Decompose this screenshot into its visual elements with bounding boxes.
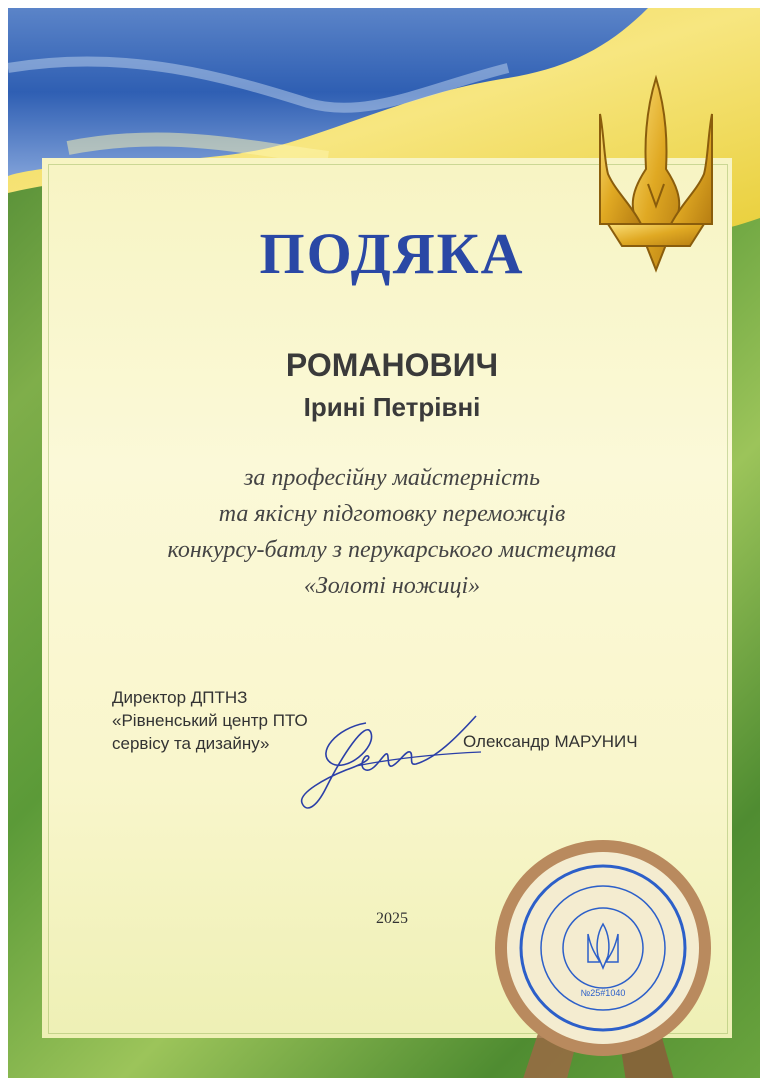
award-reason — [68, 460, 716, 604]
signatory-name: Олександр МАРУНИЧ — [463, 732, 638, 751]
recipient-name: Ірині Петрівні — [303, 392, 481, 422]
position-line: Директор ДПТНЗ — [112, 688, 248, 707]
certificate-sheet — [8, 8, 760, 1078]
position-line: «Рівненський центр ПТО — [112, 711, 308, 730]
handwritten-signature — [296, 708, 486, 818]
reason-line: за професійну майстерність — [243, 465, 541, 491]
official-stamp — [478, 838, 728, 1078]
reason-line: «Золоті ножиці» — [303, 573, 481, 599]
position-line: сервісу та дизайну» — [112, 734, 270, 753]
stamp-number: №25#1040 — [580, 988, 626, 998]
reason-line: конкурсу-батлу з перукарського мистецтва — [167, 537, 617, 563]
recipient-surname: РОМАНОВИЧ — [285, 347, 499, 383]
reason-line: та якісну підготовку переможців — [218, 501, 566, 527]
signatory-position — [112, 686, 308, 755]
certificate-title: ПОДЯКА — [259, 221, 525, 286]
issue-year: 2025 — [376, 910, 408, 927]
